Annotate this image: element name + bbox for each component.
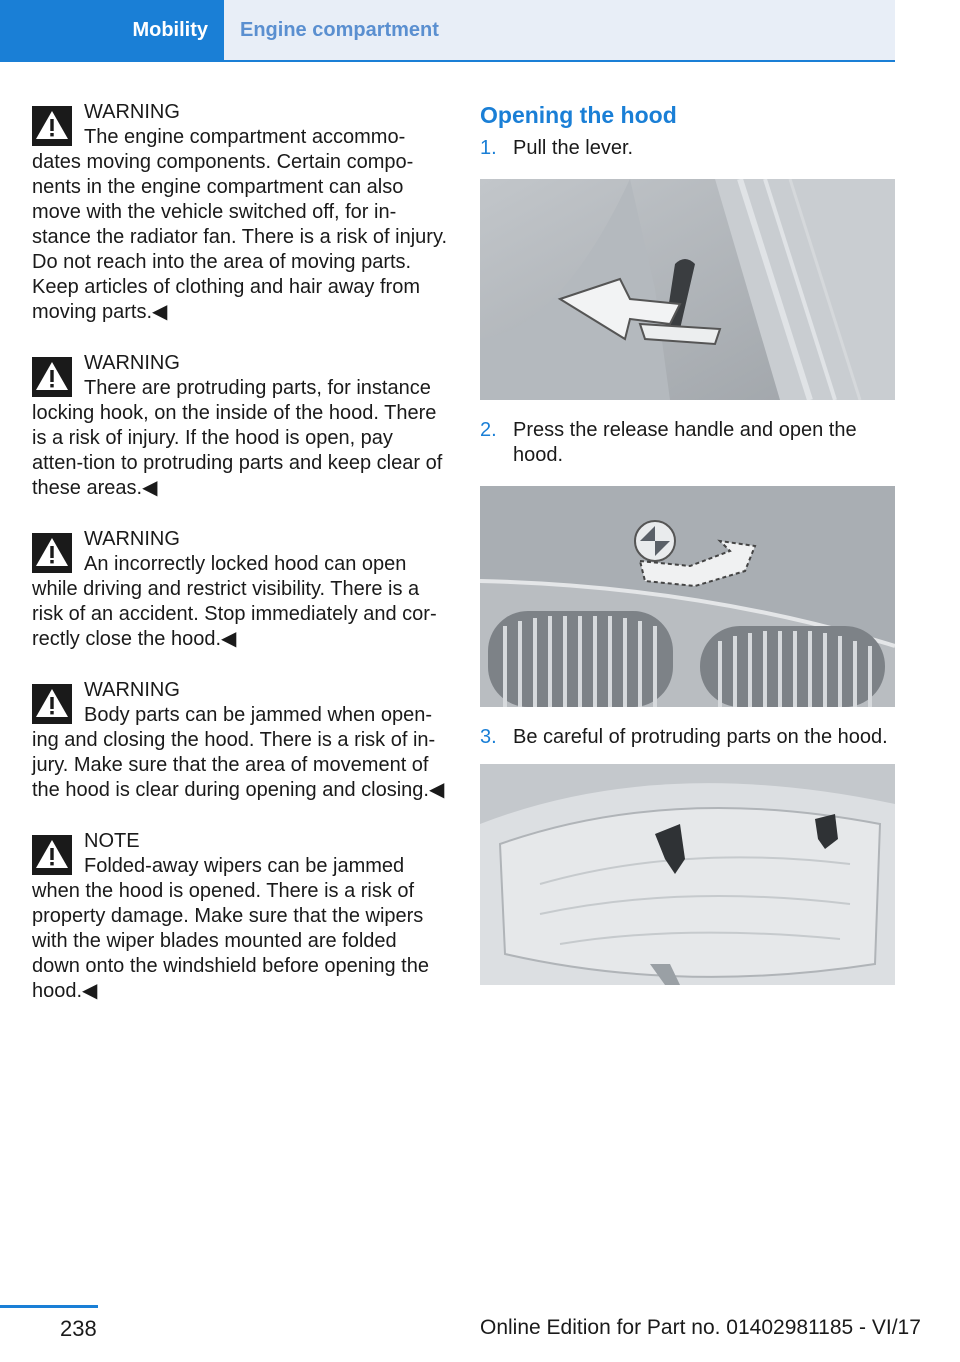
warning-block — [32, 351, 448, 501]
page-number: 238 — [60, 1316, 97, 1341]
warning-triangle-icon — [32, 106, 72, 146]
warning-body: while driving and restrict visibility. There is a risk of an accident. Stop immediately and cor-rectly close the hood.◀ — [32, 578, 437, 650]
step-text: Pull the lever. — [513, 137, 634, 159]
warning-triangle-icon — [32, 835, 72, 875]
warning-label: WARNING — [84, 679, 180, 701]
header-divider — [0, 60, 895, 62]
warnings-column — [32, 100, 448, 1030]
warning-first-line: There are protruding parts, for instance — [84, 377, 431, 399]
warning-first-line: An incorrectly locked hood can open — [84, 553, 407, 575]
note-body: when the hood is opened. There is a risk of property damage. Make sure that the wipers with the wiper blades mounted are folded down onto the windshield before opening the hood.◀ — [32, 880, 429, 1002]
warning-triangle-icon — [32, 684, 72, 724]
step-item — [480, 725, 896, 750]
warning-first-line: Body parts can be jammed when open- — [84, 704, 432, 726]
section-title: Opening the hood — [480, 102, 677, 128]
step-item — [480, 418, 896, 468]
warning-body: dates moving components. Certain compo-nents in the engine compartment can also move with the vehicle switched off, for in-stance the radiator fan. There is a risk of injury. Do not reach into the area of moving parts. Keep articles of clothing and hair away from moving parts.◀ — [32, 151, 448, 323]
step-number: 3. — [480, 726, 497, 748]
warning-block — [32, 100, 448, 325]
warning-label: WARNING — [84, 101, 180, 123]
step-item — [480, 136, 896, 161]
warning-first-line: The engine compartment accommo- — [84, 126, 406, 148]
warning-triangle-icon — [32, 357, 72, 397]
warning-block — [32, 527, 448, 652]
step-number: 1. — [480, 137, 497, 159]
tab-mobility[interactable]: Mobility — [0, 0, 224, 60]
step-text: Be careful of protruding parts on the hood. — [513, 726, 888, 748]
warning-triangle-icon — [32, 533, 72, 573]
note-first-line: Folded-away wipers can be jammed — [84, 855, 405, 877]
note-block — [32, 829, 448, 1004]
edition-info: Online Edition for Part no. 01402981185 - VI/17 — [480, 1316, 921, 1339]
note-label: NOTE — [84, 830, 140, 852]
page-header — [0, 0, 895, 62]
warning-body: locking hook, on the inside of the hood. There is a risk of injury. If the hood is open, pay atten-tion to protruding parts and keep clear of these areas.◀ — [32, 402, 443, 499]
hood-release-handle-illustration — [480, 486, 895, 707]
warning-label: WARNING — [84, 528, 180, 550]
instructions-column — [480, 100, 896, 1003]
warning-block — [32, 678, 448, 803]
step-number: 2. — [480, 419, 497, 441]
hood-lever-illustration — [480, 179, 895, 400]
hood-protruding-parts-illustration — [480, 764, 895, 985]
warning-body: ing and closing the hood. There is a risk of in-jury. Make sure that the area of movement of the hood is clear during opening and closing.◀ — [32, 729, 445, 801]
footer-divider — [0, 1305, 98, 1308]
tab-engine-compartment[interactable]: Engine compartment — [224, 0, 895, 60]
step-text: Press the release handle and open the hood. — [513, 419, 857, 466]
warning-label: WARNING — [84, 352, 180, 374]
